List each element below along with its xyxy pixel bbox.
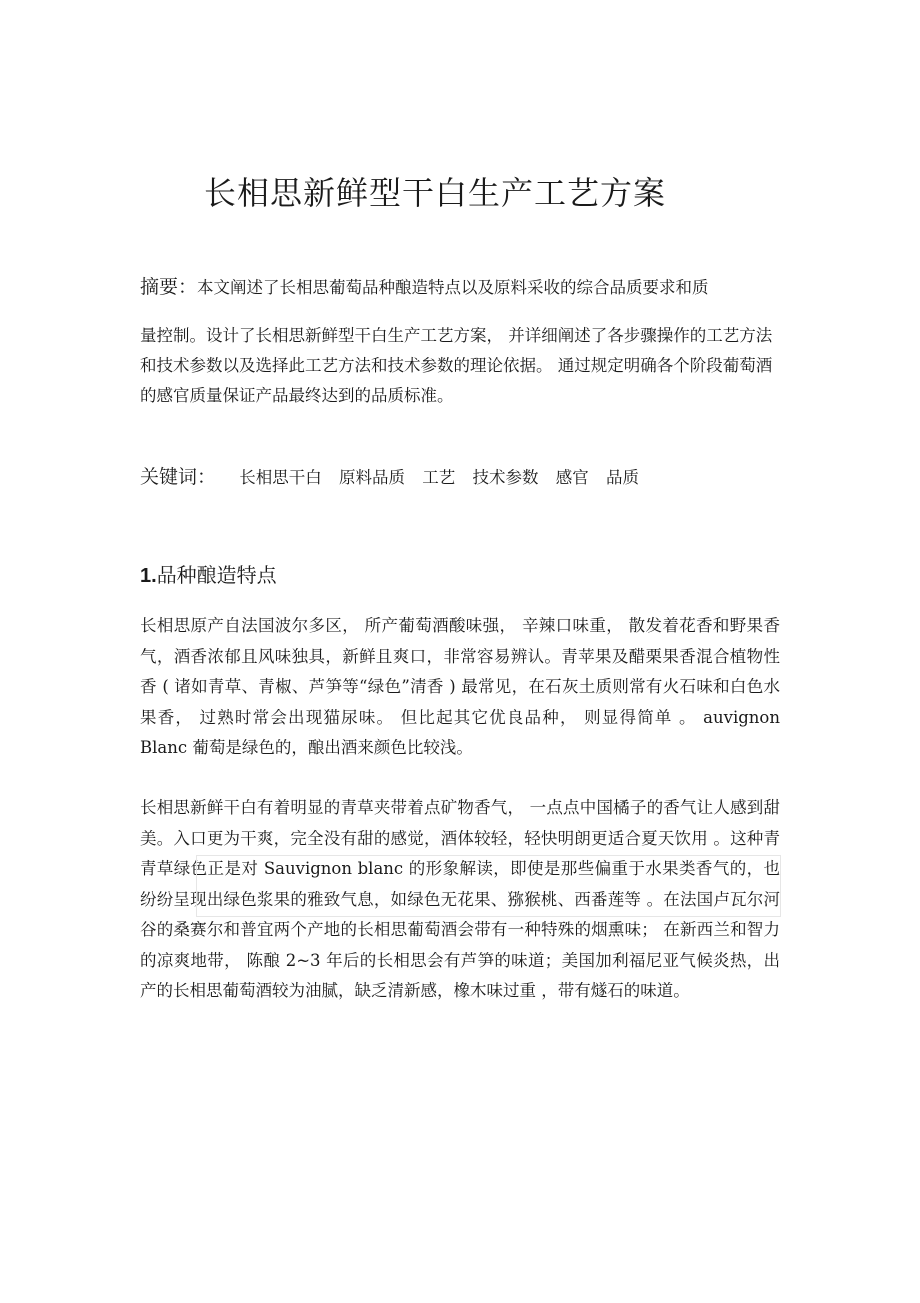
- abstract: [140, 272, 780, 411]
- abstract-body: 量控制。设计了长相思新鲜型干白生产工艺方案， 并详细阐述了各步骤操作的工艺方法和技术参数以及选择此工艺方法和技术参数的理论依据。 通过规定明确各个阶段葡萄酒的感官质量保证产品最终达到的品质标准。: [140, 326, 773, 405]
- body-paragraph: 长相思原产自法国波尔多区， 所产葡萄酒酸味强， 辛辣口味重， 散发着花香和野果香气，酒香浓郁且风味独具，新鲜且爽口，非常容易辨认。青苹果及醋栗果香混合植物性香 ( 诸如青草、青椒、芦笋等“绿色”清香 ) 最常见，在石灰土质则常有火石味和白色水果香， 过熟时常会出现猫尿味。 但比起其它优良品种， 则显得简单 。 auvignon Blanc 葡萄是绿色的，酿出酒来颜色比较浅。: [140, 616, 780, 757]
- keywords-label: 关键词：: [140, 466, 217, 488]
- keyword-item: 原料品质: [339, 468, 406, 487]
- keyword-item: 工艺: [422, 468, 456, 487]
- keyword-item: 长相思干白: [239, 468, 322, 487]
- section-number: 1.: [140, 565, 157, 587]
- keyword-item: 技术参数: [472, 468, 539, 487]
- keywords: [140, 462, 780, 493]
- keyword-item: 感官: [555, 468, 589, 487]
- abstract-first-line: [140, 272, 780, 303]
- document-title: 长相思新鲜型干白生产工艺方案: [203, 174, 666, 212]
- body-paragraph: 长相思新鲜干白有着明显的青草夹带着点矿物香气， 一点点中国橘子的香气让人感到甜美。入口更为干爽，完全没有甜的感觉，酒体较轻，轻快明朗更适合夏天饮用 。这种青青草绿色正是对 Sauvignon blanc 的形象解读，即使是那些偏重于水果类香气的，也纷纷呈现出绿色浆果的雅致气息，如绿色无花果、猕猴桃、西番莲等 。在法国卢瓦尔河谷的桑赛尔和普宜两个产地的长相思葡萄酒会带有一种特殊的烟熏味； 在新西兰和智力的凉爽地带， 陈酿 2~3 年后的长相思会有芦笋的味道；美国加利福尼亚气候炎热，出产的长相思葡萄酒较为油腻，缺乏清新感，橡木味过重 ，带有燧石的味道。: [140, 798, 780, 1000]
- keyword-item: 品质: [606, 468, 640, 487]
- section-heading: [140, 559, 277, 588]
- abstract-lead-text: 本文阐述了长相思葡萄品种酿造特点以及原料采收的综合品质要求和质: [197, 278, 709, 297]
- section-title: 品种酿造特点: [156, 563, 277, 587]
- abstract-label: 摘要：: [140, 276, 198, 298]
